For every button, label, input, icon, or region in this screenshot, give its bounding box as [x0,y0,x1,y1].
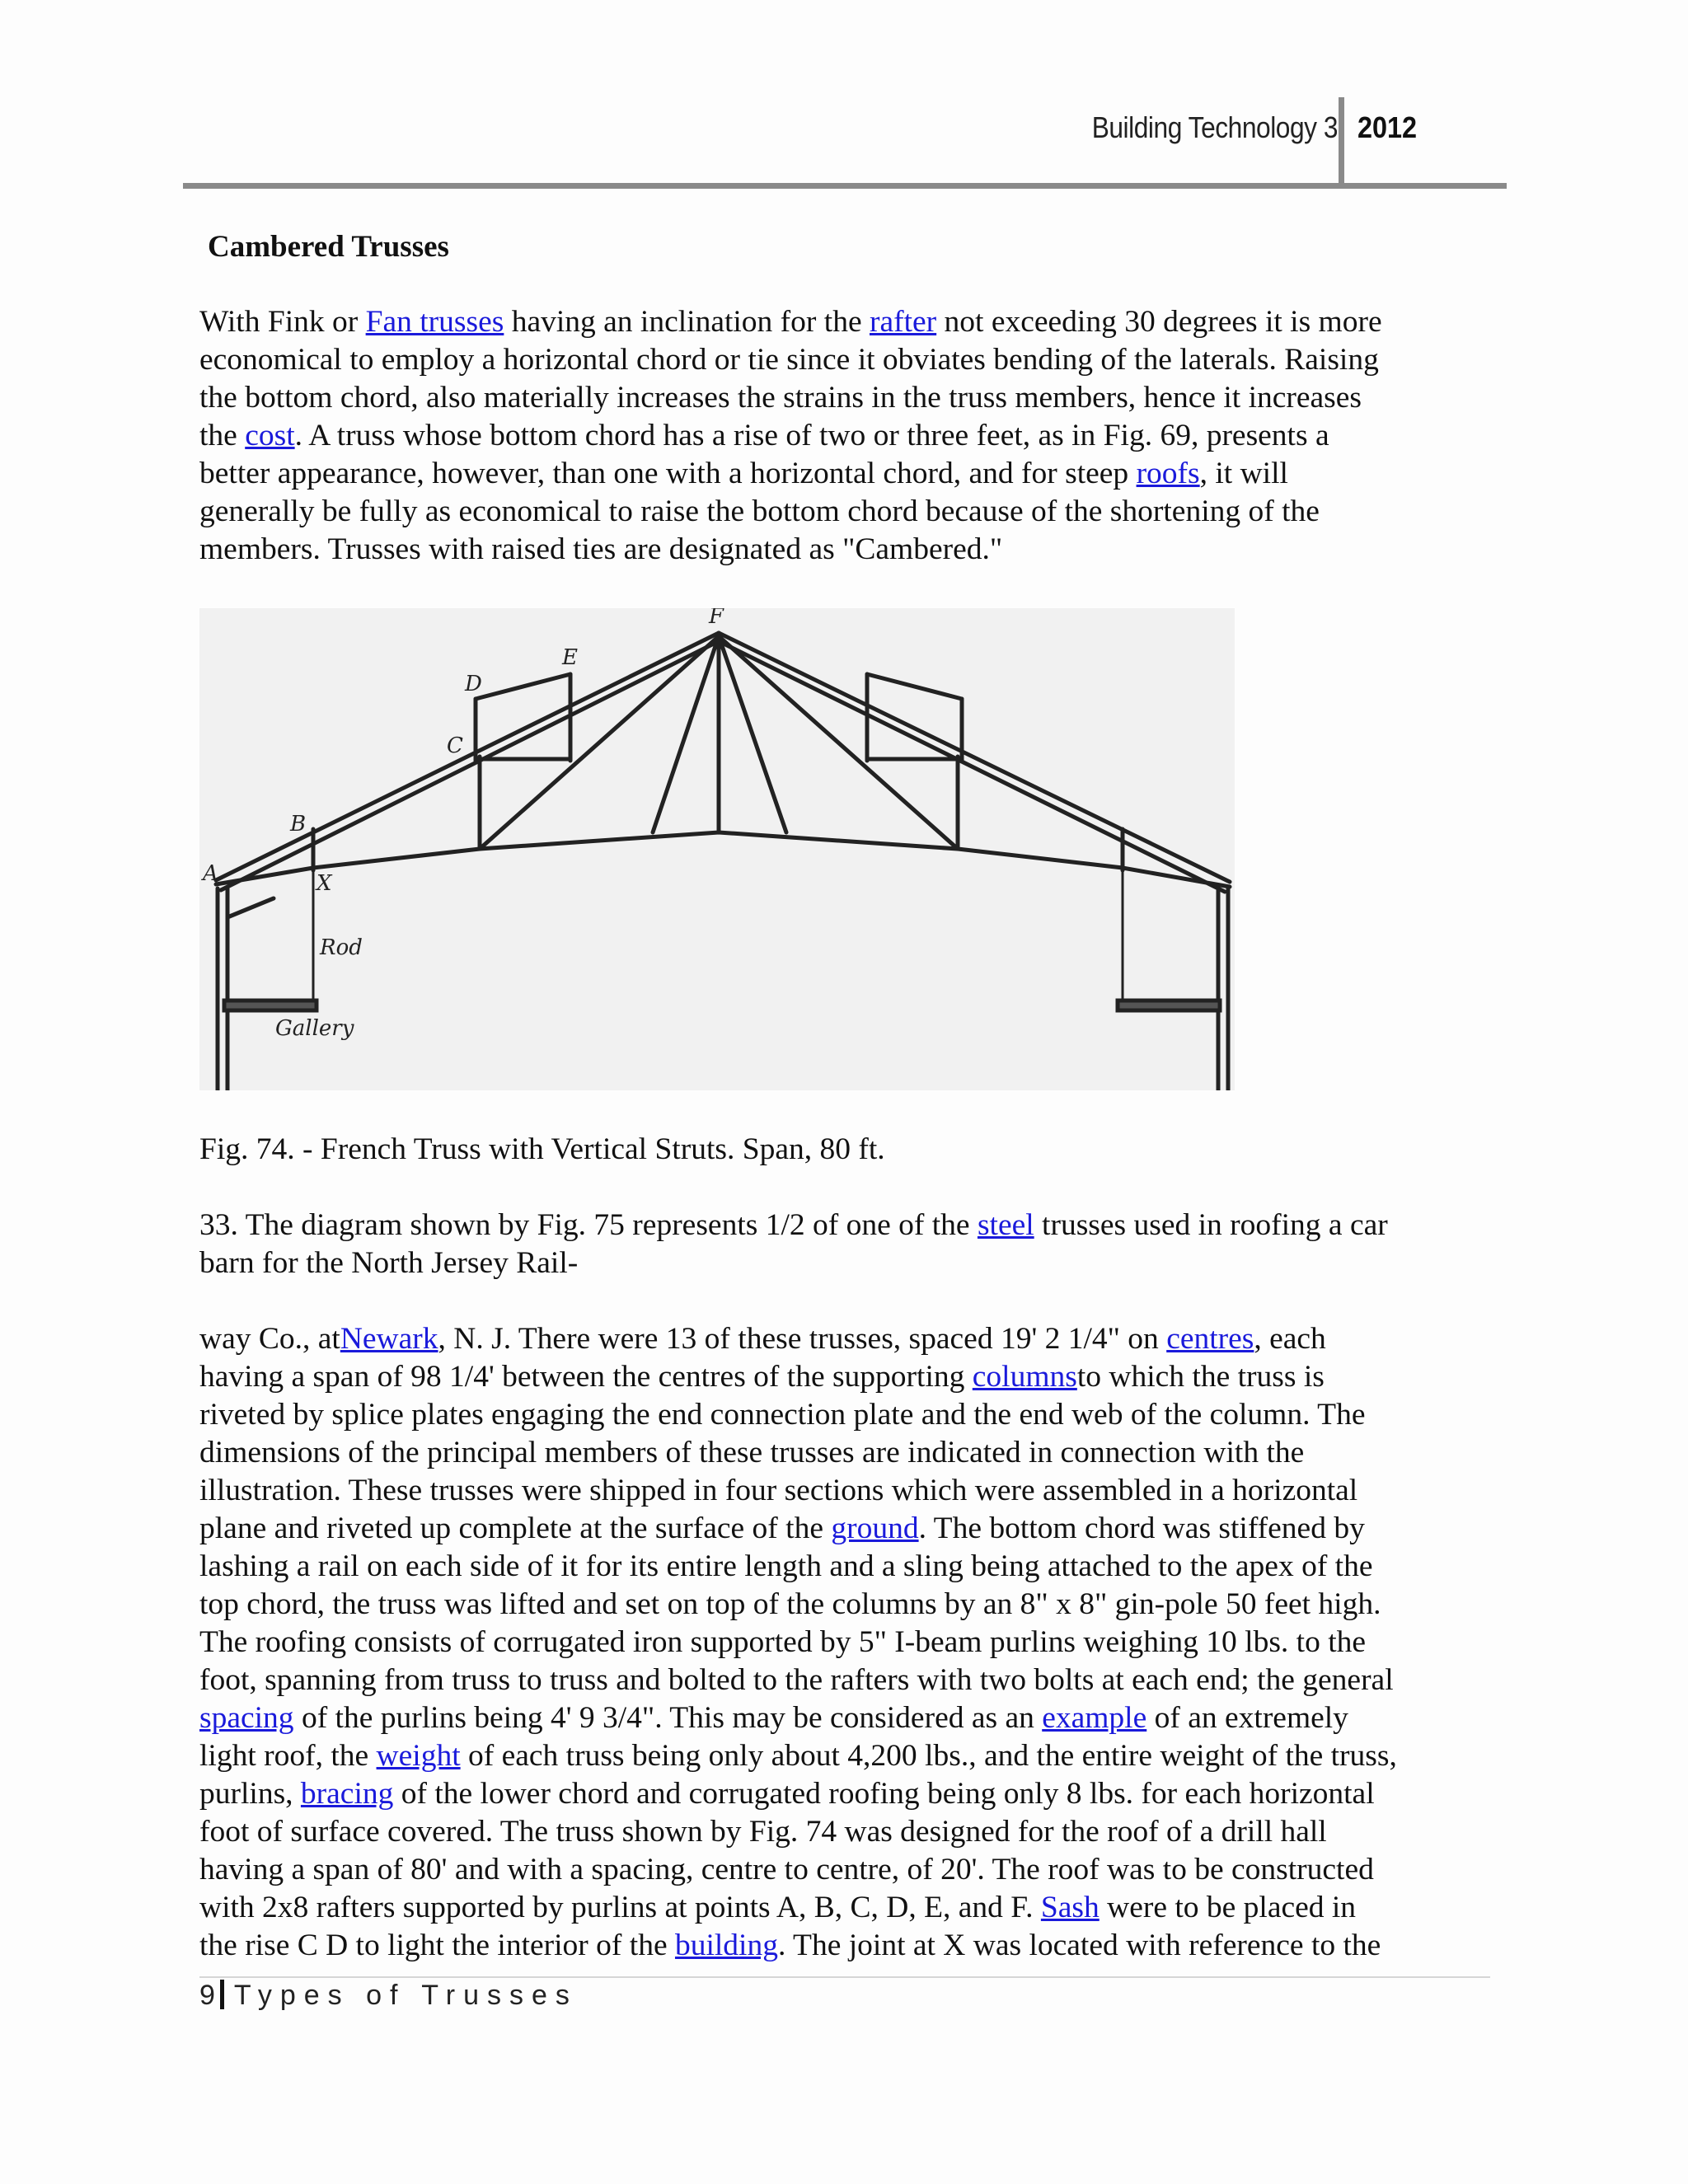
text-line: dimensions of the principal members of these trusses are indicated in connection with the [199,1436,1305,1469]
text-line: light roof, the weight of each truss being only about 4,200 lbs., and the entire weight of the truss, [199,1739,1397,1773]
text-line: With Fink or Fan trusses having an inclination for the rafter not exceeding 30 degrees it is more [199,305,1382,339]
link-weight[interactable]: weight [376,1739,461,1773]
text-line: illustration. These trusses were shipped in four sections which were assembled in a horizontal [199,1474,1358,1507]
left-gallery [224,1001,316,1010]
page-footer [199,1980,578,2012]
link-spacing[interactable]: spacing [199,1701,294,1735]
right-rafter-lower [719,641,1225,892]
text-line: the bottom chord, also materially increases the strains in the truss members, hence it increases [199,381,1362,415]
link-fan-trusses[interactable]: Fan trusses [365,305,504,339]
text-line: with 2x8 rafters supported by purlins at points A, B, C, D, E, and F. Sash were to be placed in [199,1891,1357,1924]
left-knee-brace [227,898,274,917]
footer-text: Types of Trusses [233,1980,578,2011]
link-roofs[interactable]: roofs [1136,457,1200,490]
french-truss-drawing [199,608,1235,1090]
header-rule [183,183,1507,189]
link-cost[interactable]: cost [245,419,295,452]
label-e: E [562,645,578,670]
link-centres[interactable]: centres [1166,1322,1254,1356]
section-title: Cambered Trusses [208,230,449,264]
text-line: foot of surface covered. The truss shown by Fig. 74 was designed for the roof of a drill hall [199,1815,1327,1849]
text-line: spacing of the purlins being 4' 9 3/4". This may be considered as an example of an extremely [199,1701,1348,1735]
label-c: C [447,733,463,758]
label-gallery: Gallery [275,1016,354,1041]
page-header [183,97,1507,188]
right-monitor-top [867,674,962,699]
footer-rule [199,1976,1490,1978]
link-newark[interactable]: Newark [340,1322,438,1356]
figure-caption: Fig. 74. - French Truss with Vertical Struts. Span, 80 ft. [199,1132,885,1166]
paragraph-car-barn [199,1320,1502,1965]
link-bracing[interactable]: bracing [300,1777,394,1811]
text-line: 33. The diagram shown by Fig. 75 represents 1/2 of one of the steel trusses used in roofing a car [199,1208,1388,1242]
link-building[interactable]: building [674,1929,778,1962]
text-line: barn for the North Jersey Rail- [199,1246,579,1280]
label-b: B [290,812,307,837]
right-rafter [719,633,1230,882]
text-line: top chord, the truss was lifted and set on top of the columns by an 8" x 8" gin-pole 50 feet high. [199,1587,1381,1621]
text-line: The roofing consists of corrugated iron supported by 5" I-beam purlins weighing 10 lbs. to the [199,1625,1367,1659]
text-line: plane and riveted up complete at the surface of the ground. The bottom chord was stiffened by [199,1511,1365,1545]
header-divider [1339,97,1344,183]
text-line: economical to employ a horizontal chord or tie since it obviates bending of the laterals. Raising [199,343,1379,377]
truss-figure [199,608,1235,1090]
text-line: members. Trusses with raised ties are designated as "Cambered." [199,532,1003,566]
text-line: the rise C D to light the interior of the building. The joint at X was located with reference to the [199,1929,1381,1962]
label-f: F [709,608,724,629]
text-line: the cost. A truss whose bottom chord has a rise of two or three feet, as in Fig. 69, presents a [199,419,1329,452]
right-gallery [1118,1001,1220,1010]
text-line: lashing a rail on each side of it for its entire length and a sling being attached to the apex of the [199,1549,1373,1583]
text-line: way Co., atNewark, N. J. There were 13 of these trusses, spaced 19' 2 1/4" on centres, each [199,1322,1326,1356]
link-steel[interactable]: steel [977,1208,1034,1242]
header-title: Building Technology 3 [1091,110,1338,144]
label-d: D [465,672,482,696]
link-example[interactable]: example [1042,1701,1147,1735]
label-a: A [203,861,218,886]
bottom-chord [216,832,1230,887]
text-line: foot, spanning from truss to truss and bolted to the rafters with two bolts at each end; the general [199,1663,1394,1697]
paragraph-33 [199,1207,1502,1282]
text-line: better appearance, however, than one with a horizontal chord, and for steep roofs, it will [199,457,1288,490]
text-line: generally be fully as economical to raise the bottom chord because of the shortening of the [199,494,1320,528]
text-line: purlins, bracing of the lower chord and corrugated roofing being only 8 lbs. for each horizontal [199,1777,1375,1811]
page-number: 9 [199,1980,215,2011]
header-year: 2012 [1357,110,1418,144]
link-sash[interactable]: Sash [1040,1891,1100,1924]
link-rafter[interactable]: rafter [869,305,937,339]
link-columns[interactable]: columns [972,1360,1077,1394]
left-monitor-top [476,674,570,699]
text-line: having a span of 80' and with a spacing, centre to centre, of 20'. The roof was to be constructed [199,1853,1374,1886]
text-line: having a span of 98 1/4' between the centres of the supporting columnsto which the truss is [199,1360,1325,1394]
link-ground[interactable]: ground [831,1511,919,1545]
label-rod: Rod [320,935,363,960]
text-line: riveted by splice plates engaging the end connection plate and the end web of the column. The [199,1398,1366,1432]
label-x: X [316,871,332,896]
left-rafter [216,633,719,880]
paragraph-cambered-trusses [199,303,1502,569]
footer-separator [220,1980,224,2009]
